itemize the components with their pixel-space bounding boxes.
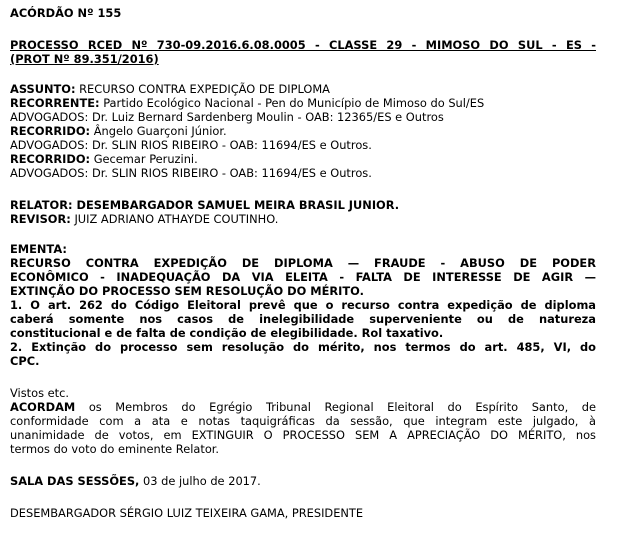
- process-line-1: PROCESSO RCED Nº 730-09.2016.6.08.0005 - CLASSE 29 - MIMOSO DO SUL - ES -: [10, 38, 596, 52]
- ementa-line-5: caberá somente nos casos de inelegibilidade superveniente ou de natureza: [10, 312, 596, 326]
- acordam-label: ACORDAM: [10, 400, 76, 414]
- advogados-row-1: [10, 110, 444, 124]
- recorrente-label: RECORRENTE:: [10, 96, 100, 110]
- ementa-line-1: RECURSO CONTRA EXPEDIÇÃO DE DIPLOMA — FRAUDE - ABUSO DE PODER: [10, 256, 596, 270]
- advogados-row-3: [10, 166, 372, 180]
- relator-row: RELATOR: DESEMBARGADOR SAMUEL MEIRA BRASIL JUNIOR.: [10, 198, 400, 212]
- advogados-value-3: Dr. SLIN RIOS RIBEIRO - OAB: 11694/ES e Outros.: [91, 166, 372, 180]
- revisor-value: JUIZ ADRIANO ATHAYDE COUTINHO.: [74, 212, 279, 226]
- ementa-title: EMENTA:: [10, 242, 67, 256]
- advogados-value-2: Dr. SLIN RIOS RIBEIRO - OAB: 11694/ES e Outros.: [91, 138, 372, 152]
- recorrido-value-1: Ângelo Guarçoni Júnior.: [93, 124, 227, 138]
- process-line-2: (PROT Nº 89.351/2016): [10, 52, 159, 66]
- sala-das-sessoes: [10, 474, 261, 488]
- recorrido-value-2: Gecemar Peruzini.: [93, 152, 198, 166]
- advogados-label-3: ADVOGADOS:: [10, 166, 89, 180]
- acordam-line-1: [10, 400, 596, 414]
- recorrido-row-1: [10, 124, 227, 138]
- recorrido-label-2: RECORRIDO:: [10, 152, 91, 166]
- vistos-etc: Vistos etc.: [10, 386, 69, 400]
- assunto-row: [10, 82, 330, 96]
- ementa-line-8: CPC.: [10, 354, 40, 368]
- recorrido-row-2: [10, 152, 198, 166]
- acordao-number: ACÓRDÃO Nº 155: [10, 6, 122, 20]
- assunto-label: ASSUNTO:: [10, 82, 76, 96]
- recorrente-value: Partido Ecológico Nacional - Pen do Município de Mimoso do Sul/ES: [103, 96, 485, 110]
- ementa-line-3: EXTINÇÃO DO PROCESSO SEM RESOLUÇÃO DO MÉRITO.: [10, 284, 364, 298]
- sala-label: SALA DAS SESSÕES,: [10, 474, 140, 488]
- sala-date: 03 de julho de 2017.: [143, 474, 261, 488]
- ementa-line-7: 2. Extinção do processo sem resolução do mérito, nos termos do art. 485, VI, do: [10, 340, 596, 354]
- advogados-value-1: Dr. Luiz Bernard Sardenberg Moulin - OAB: 12365/ES e Outros: [91, 110, 444, 124]
- ementa-line-4: 1. O art. 262 do Código Eleitoral prevê que o recurso contra expedição de diploma: [10, 298, 596, 312]
- acordam-line-3: unanimidade de votos, em EXTINGUIR O PROCESSO SEM A APRECIAÇÃO DO MÉRITO, nos: [10, 428, 596, 442]
- recorrido-label-1: RECORRIDO:: [10, 124, 91, 138]
- ementa-line-2: ECONÔMICO - INADEQUAÇÃO DA VIA ELEITA - FALTA DE INTERESSE DE AGIR —: [10, 270, 596, 284]
- revisor-label: REVISOR:: [10, 212, 71, 226]
- advogados-row-2: [10, 138, 372, 152]
- assunto-value: RECURSO CONTRA EXPEDIÇÃO DE DIPLOMA: [79, 82, 330, 96]
- acordam-text-1: os Membros do Egrégio Tribunal Regional Eleitoral do Espírito Santo, de: [88, 400, 596, 414]
- president-signature: DESEMBARGADOR SÉRGIO LUIZ TEIXEIRA GAMA, PRESIDENTE: [10, 506, 364, 520]
- ementa-line-6: constitucional e de falta de condição de elegibilidade. Rol taxativo.: [10, 326, 444, 340]
- acordam-line-4: termos do voto do eminente Relator.: [10, 442, 220, 456]
- recorrente-row: [10, 96, 484, 110]
- advogados-label-1: ADVOGADOS:: [10, 110, 89, 124]
- acordam-line-2: conformidade com a ata e notas taquigráficas da sessão, que integram este julgado, à: [10, 414, 596, 428]
- advogados-label-2: ADVOGADOS:: [10, 138, 89, 152]
- revisor-row: [10, 212, 278, 226]
